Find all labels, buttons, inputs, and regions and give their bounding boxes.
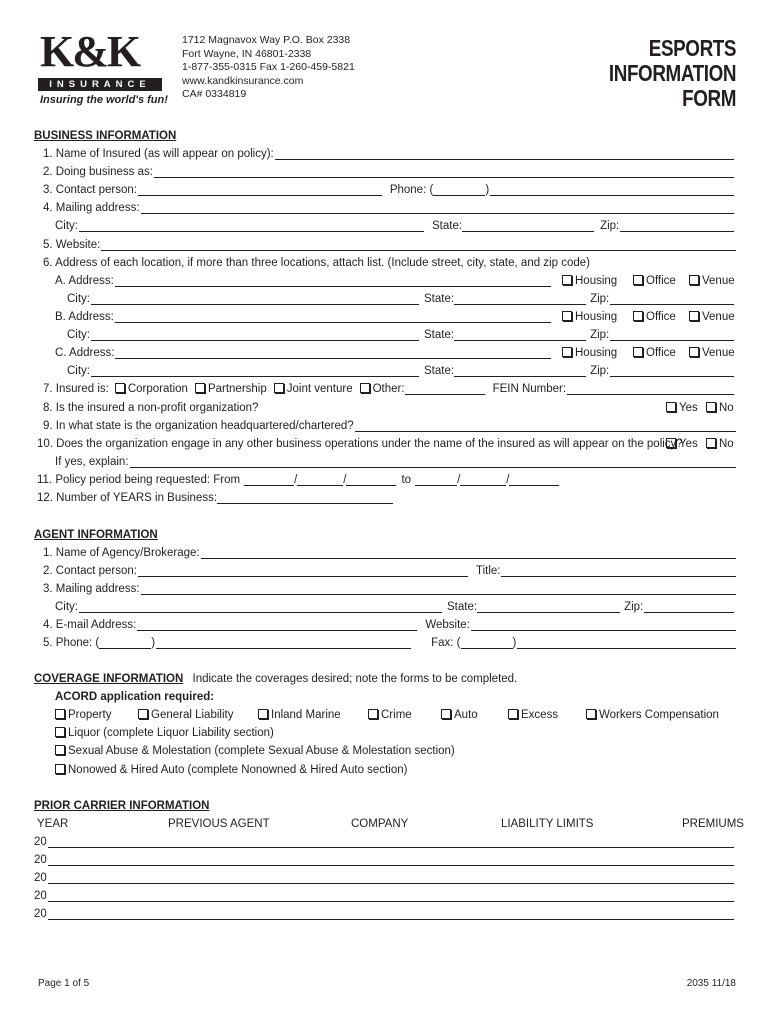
- prior-carrier-heading: PRIOR CARRIER INFORMATION: [34, 800, 210, 812]
- q-label: 7. Insured is:: [43, 383, 109, 395]
- acord-label: ACORD application required:: [55, 691, 215, 703]
- venue-label: Venue: [702, 311, 735, 323]
- corporation-checkbox[interactable]: [115, 383, 125, 393]
- logo-bar-text: INSURANCE: [49, 79, 151, 90]
- city-field[interactable]: [91, 364, 419, 377]
- crime-checkbox[interactable]: [368, 709, 378, 719]
- zip-field[interactable]: [610, 328, 734, 341]
- q-label: 12. Number of YEARS in Business:: [37, 492, 218, 504]
- agent-heading: AGENT INFORMATION: [34, 529, 158, 541]
- state-field[interactable]: [454, 292, 586, 305]
- q-label: 3. Mailing address:: [43, 583, 140, 595]
- phone-area-field[interactable]: [433, 183, 485, 196]
- city-label: City:: [55, 220, 78, 232]
- state-label: State:: [424, 365, 455, 377]
- other-label: Other:: [372, 383, 405, 395]
- year-prefix: 20: [34, 854, 47, 866]
- title-line: ESPORTS: [648, 35, 736, 61]
- q-label: 9. In what state is the organization headquartered/chartered?: [43, 420, 354, 432]
- housing-checkbox[interactable]: [562, 311, 572, 321]
- yes-checkbox[interactable]: [666, 438, 676, 448]
- office-label: Office: [646, 275, 676, 287]
- q-label: 4. E-mail Address:: [43, 619, 137, 631]
- logo-text: K&K: [40, 27, 140, 76]
- other-checkbox[interactable]: [360, 383, 370, 393]
- q-label: 6. Address of each location, if more than three locations, attach list. (Include street, city, state, and zip code): [43, 257, 590, 269]
- office-checkbox[interactable]: [633, 347, 643, 357]
- zip-field[interactable]: [610, 292, 734, 305]
- to-day-field[interactable]: [460, 473, 506, 486]
- inland-marine-label: Inland Marine: [271, 709, 341, 721]
- q-label: 3. Contact person:: [43, 184, 137, 196]
- city-field[interactable]: [79, 219, 424, 232]
- liquor-checkbox[interactable]: [55, 727, 65, 737]
- q-label: 5. Phone: (: [43, 637, 100, 649]
- abuse-label: Sexual Abuse & Molestation (complete Sexual Abuse & Molestation section): [68, 745, 455, 757]
- phone-label: Phone: (: [389, 184, 434, 196]
- q-label: 2. Doing business as:: [43, 166, 153, 178]
- venue-checkbox[interactable]: [689, 275, 699, 285]
- kk-logo: [38, 27, 168, 106]
- zip-field[interactable]: [620, 219, 734, 232]
- no-label: No: [719, 402, 734, 414]
- phone-field[interactable]: [490, 183, 734, 196]
- q-label: 2. Contact person:: [43, 565, 137, 577]
- venue-checkbox[interactable]: [689, 347, 699, 357]
- office-checkbox[interactable]: [633, 311, 643, 321]
- agent-fax-area-field[interactable]: [461, 636, 513, 649]
- state-label: State:: [424, 293, 455, 305]
- prior-row-field[interactable]: [48, 835, 734, 848]
- dba-field[interactable]: [154, 165, 734, 178]
- corporation-label: Corporation: [127, 383, 188, 395]
- agent-mailing-field[interactable]: [141, 582, 736, 595]
- from-year-field[interactable]: [346, 473, 396, 486]
- housing-label: Housing: [575, 347, 618, 359]
- zip-label: Zip:: [590, 365, 610, 377]
- workers-comp-label: Workers Compensation: [599, 709, 719, 721]
- no-checkbox[interactable]: [706, 438, 716, 448]
- page-number: Page 1 of 5: [38, 978, 90, 989]
- agent-email-field[interactable]: [137, 618, 417, 631]
- city-label: City:: [67, 329, 90, 341]
- yes-checkbox[interactable]: [666, 402, 676, 412]
- zip-label: Zip:: [600, 220, 620, 232]
- q-label: 1. Name of Agency/Brokerage:: [43, 547, 200, 559]
- prior-row: [34, 834, 736, 850]
- auto-checkbox[interactable]: [441, 709, 451, 719]
- q-label: 8. Is the insured a non-profit organization?: [43, 402, 259, 414]
- inland-marine-checkbox[interactable]: [258, 709, 268, 719]
- nonowned-label: Nonowed & Hired Auto (complete Nonowned & Hired Auto section): [68, 764, 408, 776]
- zip-field[interactable]: [610, 364, 734, 377]
- q-label: 11. Policy period being requested: From: [37, 474, 241, 486]
- from-month-field[interactable]: [244, 473, 294, 486]
- fein-field[interactable]: [567, 382, 734, 395]
- partnership-label: Partnership: [207, 383, 267, 395]
- year-prefix: 20: [34, 890, 47, 902]
- crime-label: Crime: [381, 709, 412, 721]
- city-label: City:: [67, 293, 90, 305]
- office-label: Office: [646, 311, 676, 323]
- state-label: State:: [447, 601, 478, 613]
- company-address: [182, 34, 355, 102]
- agent-state-field[interactable]: [477, 600, 620, 613]
- form-code: 2035 11/18: [686, 978, 736, 989]
- agent-website-field[interactable]: [471, 618, 736, 631]
- title-label: Title:: [475, 565, 501, 577]
- fax-label: Fax: (: [431, 637, 461, 649]
- prior-row: [34, 870, 736, 886]
- col-year: YEAR: [37, 818, 69, 830]
- fein-label: FEIN Number:: [492, 383, 567, 395]
- excess-label: Excess: [521, 709, 559, 721]
- form-title: [609, 36, 736, 111]
- q-label: 1. Name of Insured (as will appear on policy):: [43, 148, 274, 160]
- state-label: State:: [432, 220, 463, 232]
- joint-venture-label: Joint venture: [286, 383, 353, 395]
- website-label: Website:: [425, 619, 470, 631]
- year-prefix: 20: [34, 908, 47, 920]
- loc-b-address-field[interactable]: [115, 310, 551, 323]
- joint-venture-checkbox[interactable]: [274, 383, 284, 393]
- agent-phone-field[interactable]: [156, 636, 411, 649]
- loc-label: A. Address:: [55, 275, 114, 287]
- property-checkbox[interactable]: [55, 709, 65, 719]
- liquor-label: Liquor (complete Liquor Liability section): [68, 727, 274, 739]
- zip-label: Zip:: [624, 601, 644, 613]
- zip-label: Zip:: [590, 329, 610, 341]
- q-label: 4. Mailing address:: [43, 202, 140, 214]
- to-month-field[interactable]: [415, 473, 457, 486]
- housing-label: Housing: [575, 311, 618, 323]
- agent-city-field[interactable]: [79, 600, 442, 613]
- zip-label: Zip:: [590, 293, 610, 305]
- prior-row: [34, 852, 736, 868]
- housing-checkbox[interactable]: [562, 347, 572, 357]
- city-label: City:: [67, 365, 90, 377]
- license-line: CA# 0334819: [182, 88, 247, 100]
- address-line: Fort Wayne, IN 46801-2338: [182, 47, 312, 60]
- housing-checkbox[interactable]: [562, 275, 572, 285]
- city-label: City:: [55, 601, 78, 613]
- insured-name-field[interactable]: [275, 147, 734, 160]
- address-line: 1712 Magnavox Way P.O. Box 2338: [182, 34, 351, 46]
- explain-label: If yes, explain:: [55, 456, 129, 468]
- prior-row-field[interactable]: [48, 853, 734, 866]
- yes-label: Yes: [679, 438, 698, 450]
- col-company: COMPANY: [351, 818, 409, 830]
- property-label: Property: [68, 709, 112, 721]
- other-field[interactable]: [405, 382, 485, 395]
- agent-zip-field[interactable]: [644, 600, 734, 613]
- nonowned-auto-checkbox[interactable]: [55, 764, 65, 774]
- housing-label: Housing: [575, 275, 618, 287]
- agent-title-field[interactable]: [501, 564, 736, 577]
- loc-label: C. Address:: [55, 347, 115, 359]
- prior-row-field[interactable]: [48, 907, 734, 920]
- yes-label: Yes: [679, 402, 698, 414]
- venue-label: Venue: [702, 275, 735, 287]
- no-label: No: [719, 438, 734, 450]
- state-field[interactable]: [454, 364, 586, 377]
- no-checkbox[interactable]: [706, 402, 716, 412]
- from-day-field[interactable]: [297, 473, 343, 486]
- explain-field[interactable]: [130, 455, 736, 468]
- loc-label: B. Address:: [55, 311, 114, 323]
- title-line: FORM: [682, 85, 736, 111]
- agent-phone-area-field[interactable]: [99, 636, 151, 649]
- city-field[interactable]: [91, 328, 419, 341]
- col-premiums: PREMIUMS: [682, 818, 744, 830]
- office-checkbox[interactable]: [633, 275, 643, 285]
- col-previous-agent: PREVIOUS AGENT: [168, 818, 270, 830]
- phone-fax-line: 1-877-355-0315 Fax 1-260-459-5821: [182, 61, 355, 73]
- agent-contact-field[interactable]: [138, 564, 468, 577]
- col-liability-limits: LIABILITY LIMITS: [501, 818, 594, 830]
- abuse-checkbox[interactable]: [55, 745, 65, 755]
- state-label: State:: [424, 329, 455, 341]
- logo-tagline: Insuring the world's fun!: [40, 94, 168, 106]
- state-field[interactable]: [462, 219, 594, 232]
- agency-field[interactable]: [201, 546, 736, 559]
- insured-name-row: [43, 146, 736, 162]
- website-line: www.kandkinsurance.com: [182, 74, 304, 87]
- hq-state-field[interactable]: [355, 419, 736, 432]
- contact-person-field[interactable]: [138, 183, 382, 196]
- excess-checkbox[interactable]: [508, 709, 518, 719]
- title-line: INFORMATION: [608, 60, 736, 86]
- auto-label: Auto: [454, 709, 478, 721]
- venue-checkbox[interactable]: [689, 311, 699, 321]
- coverage-heading: COVERAGE INFORMATION: [34, 673, 184, 685]
- to-label: to: [401, 474, 412, 486]
- years-in-business-field[interactable]: [217, 491, 393, 504]
- general-liability-label: General Liability: [151, 709, 234, 721]
- state-field[interactable]: [454, 328, 586, 341]
- loc-c-address-field[interactable]: [115, 346, 551, 359]
- website-field[interactable]: [101, 238, 736, 251]
- q-label: 5. Website:: [43, 239, 101, 251]
- coverage-instruction: Indicate the coverages desired; note the forms to be completed.: [192, 673, 518, 685]
- year-prefix: 20: [34, 836, 47, 848]
- loc-a-address-field[interactable]: [115, 274, 551, 287]
- partnership-checkbox[interactable]: [195, 383, 205, 393]
- to-year-field[interactable]: [509, 473, 559, 486]
- mailing-address-field[interactable]: [141, 201, 734, 214]
- prior-row-field[interactable]: [48, 889, 734, 902]
- agent-fax-field[interactable]: [517, 636, 736, 649]
- general-liability-checkbox[interactable]: [138, 709, 148, 719]
- workers-comp-checkbox[interactable]: [586, 709, 596, 719]
- city-field[interactable]: [91, 292, 419, 305]
- prior-row-field[interactable]: [48, 871, 734, 884]
- prior-row: [34, 906, 736, 922]
- office-label: Office: [646, 347, 676, 359]
- venue-label: Venue: [702, 347, 735, 359]
- year-prefix: 20: [34, 872, 47, 884]
- prior-row: [34, 888, 736, 904]
- q-label: 10. Does the organization engage in any other business operations under the name of the insured as will appear on the policy?: [37, 438, 683, 450]
- business-heading: BUSINESS INFORMATION: [34, 130, 177, 142]
